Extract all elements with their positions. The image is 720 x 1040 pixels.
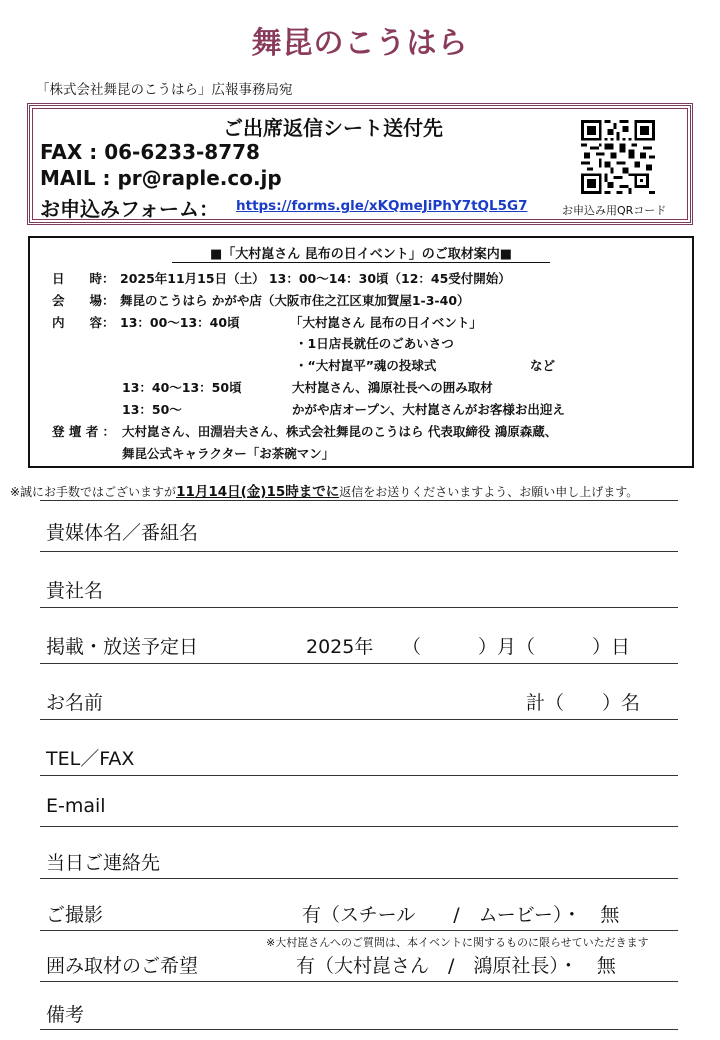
attendee-count[interactable]: 計（ ）名: [526, 692, 641, 714]
form-url-link[interactable]: https://forms.gle/xKQmeJiPhY7tQL5G7: [236, 198, 528, 214]
date-label: 日 時：: [52, 271, 115, 286]
addressee-text: 「株式会社舞昆のこうはら」広報事務局宛: [36, 82, 293, 98]
attendee-name-field[interactable]: [40, 719, 678, 720]
speakers-line-1: 大村崑さん、田淵岩夫さん、株式会社舞昆のこうはら 代表取締役 鴻原森蔵、: [122, 424, 558, 439]
qr-code-icon[interactable]: [581, 120, 655, 194]
deadline-notice: [10, 480, 638, 500]
schedule-1-title: 「大村崑さん 昆布の日イベント」: [290, 315, 482, 330]
filming-label: ご撮影: [46, 904, 104, 926]
publish-date-label: 掲載・放送予定日: [46, 636, 199, 658]
qr-caption: お申込み用QRコード: [562, 204, 667, 217]
email-label: E-mail: [46, 795, 106, 817]
filming-options[interactable]: 有（スチール / ムービー）・ 無: [302, 904, 620, 926]
interview-field[interactable]: [40, 981, 678, 982]
date-value: 2025年11月15日（土） 13：00～14：30頃（12：45受付開始）: [120, 271, 511, 286]
day-of-contact-field[interactable]: [40, 878, 678, 879]
tel-fax-label: TEL／FAX: [46, 748, 135, 770]
schedule-2-desc: 大村崑さん、鴻原社長への囲み取材: [292, 380, 493, 395]
remarks-label: 備考: [46, 1004, 85, 1026]
notice-deadline: 11月14日(金)15時までに: [176, 484, 340, 500]
interview-options[interactable]: 有（大村崑さん / 鴻原社長）・ 無: [296, 955, 616, 977]
email-field[interactable]: [40, 826, 678, 827]
day-of-contact-label: 当日ご連絡先: [46, 852, 161, 874]
speakers-label: 登 壇 者 ：: [52, 424, 116, 439]
schedule-1-time: 13：00～13：40頃: [120, 315, 240, 330]
media-name-field[interactable]: [40, 551, 678, 552]
company-name-label: 貴社名: [46, 580, 104, 602]
event-info-title: ■「大村崑さん 昆布の日イベント」のご取材案内■: [209, 247, 513, 262]
publish-date-year: 2025年: [306, 636, 374, 658]
interview-label: 囲み取材のご希望: [46, 955, 199, 977]
form-label: お申込みフォーム：: [40, 197, 219, 221]
content-label: 内 容：: [52, 315, 115, 330]
contact-title: ご出席返信シート送付先: [223, 116, 443, 140]
venue-label: 会 場：: [52, 293, 115, 308]
schedule-3-time: 13：50～: [122, 402, 182, 417]
interview-note: ※大村崑さんへのご質問は、本イベントに関するものに限らせていただきます: [266, 936, 649, 949]
title-underline: [172, 262, 550, 263]
fax-number: FAX : 06-6233-8778: [40, 140, 260, 164]
company-name-field[interactable]: [40, 607, 678, 608]
media-name-label: 貴媒体名／番組名: [46, 522, 199, 544]
tel-fax-field[interactable]: [40, 775, 678, 776]
attendee-name-label: お名前: [46, 692, 104, 714]
schedule-3-desc: かがや店オープン、大村崑さんがお客様お出迎え: [292, 402, 565, 417]
schedule-1-etc: など: [530, 358, 556, 373]
venue-value: 舞昆のこうはら かがや店（大阪市住之江区東加賀屋1-3-40）: [120, 293, 470, 308]
schedule-1-item-2: ・“大村崑平”魂の投球式: [295, 358, 437, 373]
notice-prefix: ※誠にお手数ではございますが: [10, 485, 177, 499]
filming-field[interactable]: [40, 930, 678, 931]
brand-logo: 舞昆のこうはら: [251, 26, 469, 61]
publish-date-field[interactable]: [40, 663, 678, 664]
publish-date-month-day[interactable]: （ ）月（ ）日: [402, 636, 631, 658]
schedule-1-item-1: ・1日店長就任のごあいさつ: [295, 336, 454, 351]
mail-address[interactable]: MAIL : pr@raple.co.jp: [40, 166, 282, 190]
speakers-line-2: 舞昆公式キャラクター「お茶碗マン」: [122, 446, 335, 461]
notice-suffix: 返信をお送りくださいますよう、お願い申し上げます。: [339, 485, 639, 499]
form-top-line: [40, 500, 678, 501]
schedule-2-time: 13：40～13：50頃: [122, 380, 242, 395]
remarks-field[interactable]: [40, 1029, 678, 1030]
